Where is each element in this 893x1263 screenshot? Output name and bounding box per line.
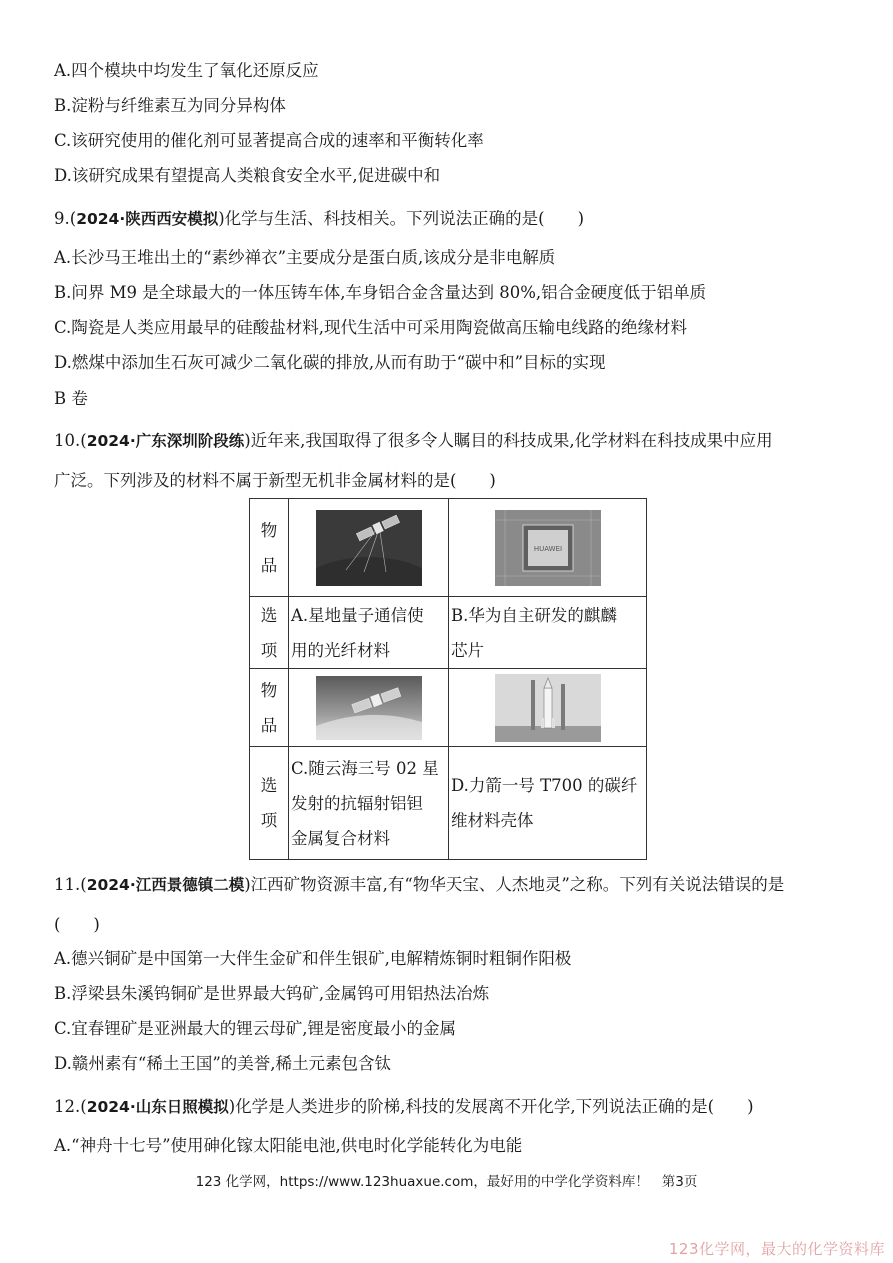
q11-option-a: A.德兴铜矿是中国第一大伴生金矿和伴生银矿,电解精炼铜时粗铜作阳极 — [54, 949, 572, 968]
q10-options-table — [249, 498, 647, 860]
option-header-1 — [250, 597, 289, 669]
q11-stem-line1 — [54, 874, 784, 896]
image-cell-d — [449, 669, 647, 747]
q8-option-b: B.淀粉与纤维素互为同分异构体 — [54, 96, 286, 115]
option-b-cell — [449, 597, 647, 669]
item-label-char-2: 品 — [260, 555, 278, 575]
image-cell-a — [289, 499, 449, 597]
option-a-line2: 用的光纤材料 — [291, 640, 390, 660]
footer-text: 123 化学网，https://www.123huaxue.com，最好用的中学化学资料库！ — [195, 1174, 649, 1190]
q12-source: 2024·山东日照模拟 — [86, 1098, 229, 1116]
watermark: 123化学网，最大的化学资料库 — [668, 1240, 885, 1258]
q9-stem — [54, 208, 584, 230]
yunhai-satellite-image — [316, 676, 422, 740]
q10-stem-line2: 广泛。下列涉及的材料不属于新型无机非金属材料的是( ) — [54, 471, 496, 490]
q9-stem-text: )化学与生活、科技相关。下列说法正确的是( ) — [218, 209, 585, 228]
q9-option-b: B.问界 M9 是全球最大的一体压铸车体,车身铝合金含量达到 80%,铝合金硬度低于铝单质 — [54, 283, 707, 302]
page-number: 第3页 — [661, 1174, 698, 1190]
q10-source: 2024·广东深圳阶段练 — [86, 432, 245, 450]
q9-source: 2024·陕西西安模拟 — [76, 210, 219, 228]
q9-option-a: A.长沙马王堆出土的“素纱禅衣”主要成分是蛋白质,该成分是非电解质 — [54, 248, 556, 267]
q8-option-d: D.该研究成果有望提高人类粮食安全水平,促进碳中和 — [54, 166, 441, 185]
quantum-satellite-image — [316, 510, 422, 586]
q11-option-b: B.浮梁县朱溪钨铜矿是世界最大钨矿,金属钨可用铝热法冶炼 — [54, 984, 490, 1003]
q12-stem-text: )化学是人类进步的阶梯,科技的发展离不开化学,下列说法正确的是( ) — [228, 1097, 754, 1116]
option-d-cell — [449, 747, 647, 860]
option-label-char-2: 项 — [260, 640, 278, 660]
q10-stem-line1 — [54, 430, 773, 452]
option-c-line2: 发射的抗辐射铝钽 — [291, 793, 423, 813]
q11-option-d: D.赣州素有“稀土王国”的美誉,稀土元素包含钛 — [54, 1054, 392, 1073]
q12-number: 12.( — [54, 1097, 87, 1116]
q10-stem-text: )近年来,我国取得了很多令人瞩目的科技成果,化学材料在科技成果中应用 — [244, 431, 773, 450]
section-b-heading: B 卷 — [54, 389, 88, 408]
option-a-cell — [289, 597, 449, 669]
option-d-line2: 维材料壳体 — [451, 811, 534, 830]
item-label-char-1: 物 — [260, 520, 278, 540]
option-b-line2: 芯片 — [451, 640, 484, 660]
option-b-line1: B.华为自主研发的麒麟 — [451, 605, 617, 625]
option-a-line1: A.星地量子通信使 — [291, 605, 424, 625]
q12-option-a: A.“神舟十七号”使用砷化镓太阳能电池,供电时化学能转化为电能 — [54, 1136, 523, 1155]
image-cell-c — [289, 669, 449, 747]
q11-option-c: C.宜春锂矿是亚洲最大的锂云母矿,锂是密度最小的金属 — [54, 1019, 457, 1038]
option-label-char-2: 项 — [260, 811, 278, 830]
image-cell-b — [449, 499, 647, 597]
option-header-2 — [250, 747, 289, 860]
option-d-line1: D.力箭一号 T700 的碳纤 — [451, 776, 638, 795]
kirin-chip-image — [495, 510, 601, 586]
item-label-char-2: 品 — [260, 715, 278, 735]
option-c-line3: 金属复合材料 — [291, 828, 390, 848]
option-label-char-1: 选 — [260, 776, 278, 795]
option-c-cell — [289, 747, 449, 860]
option-label-char-1: 选 — [260, 605, 278, 625]
item-label-char-1: 物 — [260, 680, 278, 700]
q8-option-a: A.四个模块中均发生了氧化还原反应 — [54, 61, 319, 80]
q9-option-c: C.陶瓷是人类应用最早的硅酸盐材料,现代生活中可采用陶瓷做高压输电线路的绝缘材料 — [54, 318, 688, 337]
q9-number: 9.( — [54, 209, 77, 228]
q8-option-c: C.该研究使用的催化剂可显著提高合成的速率和平衡转化率 — [54, 131, 484, 150]
item-header-1 — [250, 499, 289, 597]
q11-number: 11.( — [54, 875, 87, 894]
q11-source: 2024·江西景德镇二模 — [86, 876, 245, 894]
q11-stem-text: )江西矿物资源丰富,有“物华天宝、人杰地灵”之称。下列有关说法错误的是 — [244, 875, 785, 894]
item-header-2 — [250, 669, 289, 747]
q10-number: 10.( — [54, 431, 87, 450]
page-footer — [0, 1170, 893, 1190]
option-c-line1: C.随云海三号 02 星 — [291, 758, 439, 778]
q12-stem — [54, 1096, 754, 1118]
lijian-rocket-image — [495, 674, 601, 742]
q11-stem-line2: ( ) — [54, 915, 100, 934]
chip-brand-label: HUAWEI — [533, 544, 562, 553]
q9-option-d: D.燃煤中添加生石灰可减少二氧化碳的排放,从而有助于“碳中和”目标的实现 — [54, 353, 606, 372]
